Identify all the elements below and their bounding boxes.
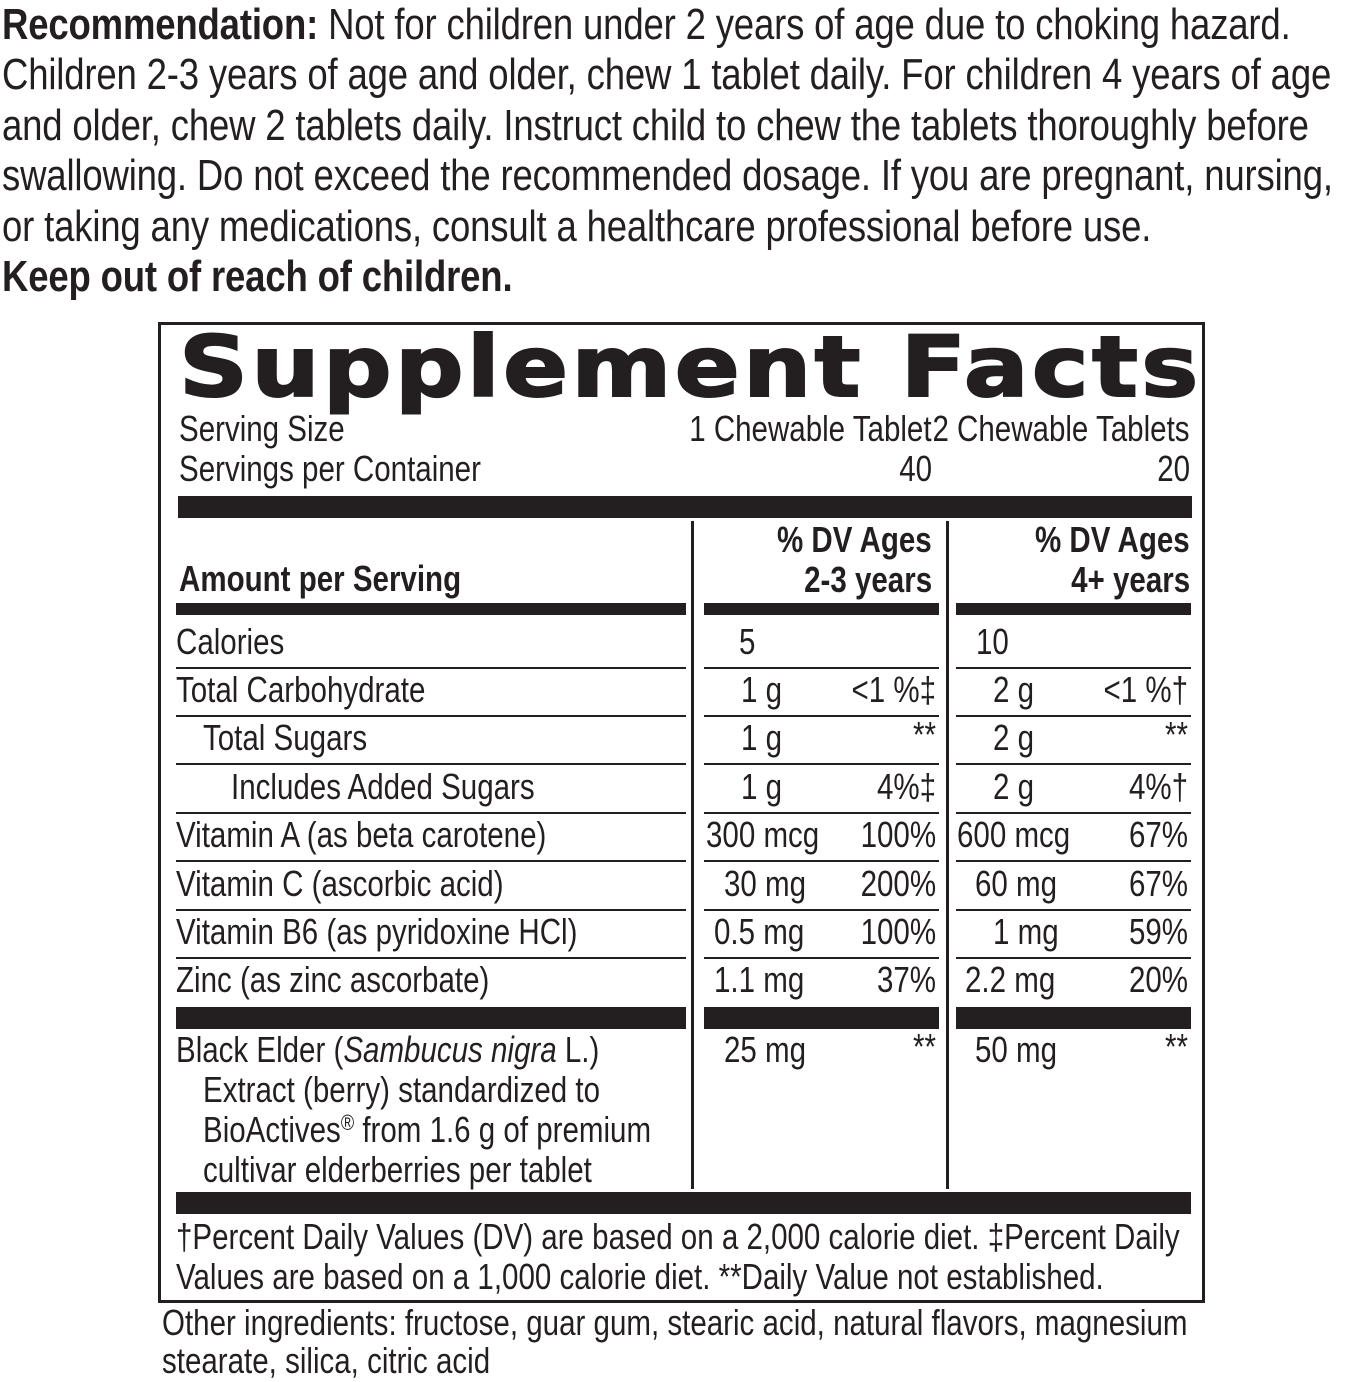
dv-col2: 67% [1128, 863, 1188, 904]
amount-col1: 1.1 mg [714, 959, 805, 1000]
row-rule [176, 860, 686, 862]
row-rule [956, 860, 1191, 862]
footer-bar [176, 1192, 1191, 1214]
dv-col1: 37% [876, 959, 936, 1000]
dv-col2: 67% [1128, 814, 1188, 855]
serving-size-label: Serving Size [179, 408, 345, 449]
col1-header-line1: % DV Ages [777, 519, 932, 560]
col1-header-line2: 2-3 years [803, 559, 932, 600]
section-bar-col1 [704, 1007, 939, 1029]
nutrient-name: Includes Added Sugars [231, 766, 535, 807]
nutrient-name: Vitamin A (as beta carotene) [176, 814, 547, 855]
amount-col1: 1 g [741, 669, 783, 710]
elder-name-prefix: Black Elder ( [176, 1029, 344, 1070]
amount-col2: 2.2 mg [965, 959, 1056, 1000]
row-rule [956, 715, 1191, 717]
serving-size-col2: 2 Chewable Tablets [932, 408, 1190, 449]
dv-col2: 4%† [1128, 766, 1188, 807]
elder-line4: cultivar elderberries per tablet [203, 1149, 592, 1190]
dv-col1: 4%‡ [876, 766, 936, 807]
amount-col1: 1 g [741, 766, 783, 807]
row-rule [704, 860, 939, 862]
header-bar-col2 [956, 603, 1191, 615]
servings-per-container-label: Servings per Container [179, 448, 481, 489]
nutrient-name: Vitamin B6 (as pyridoxine HCl) [176, 911, 578, 952]
amount-col2: 50 mg [975, 1029, 1058, 1070]
elder-name [176, 1030, 599, 1070]
amount-col2: 2 g [993, 669, 1035, 710]
dv-col2: ** [1165, 714, 1188, 755]
row-rule [956, 763, 1191, 765]
amount-col2: 10 [976, 621, 1009, 662]
column-divider-2 [946, 521, 949, 1189]
recommendation-body: Not for children under 2 years of age due to choking hazard. Children 2-3 years of age and older, chew 1 tablet daily. For children 4 years of age and older, chew 2 tablets daily. Instruct child to chew the tablets thoroughly before swallowing. Do not exceed the recommended dosage. If you are pregnant, nursing, or taking any medications, consult a healthcare professional before use. [2, 0, 1333, 251]
dv-col1: ** [913, 1026, 936, 1067]
dv-col2: ** [1165, 1026, 1188, 1067]
elder-name-suffix: L.) [556, 1029, 600, 1070]
dv-col1: 100% [860, 911, 936, 952]
elder-line3 [203, 1110, 651, 1150]
section-bar-col2 [956, 1007, 1191, 1029]
dv-col2: <1 %† [1103, 669, 1188, 710]
nutrient-name: Total Sugars [203, 717, 368, 758]
nutrient-name: Total Carbohydrate [176, 669, 426, 710]
section-bar-name [176, 1007, 686, 1029]
amount-col1: 0.5 mg [714, 911, 805, 952]
column-divider-1 [691, 521, 694, 1189]
dv-col2: 20% [1128, 959, 1188, 1000]
amount-col2: 600 mcg [957, 814, 1071, 855]
servings-col1: 40 [899, 448, 932, 489]
supplement-facts-panel [158, 318, 1205, 1303]
keep-out-warning: Keep out of reach of children. [2, 252, 513, 302]
row-rule [704, 715, 939, 717]
dv-col1: <1 %‡ [851, 669, 936, 710]
amount-col1: 25 mg [724, 1029, 807, 1070]
thick-divider [178, 496, 1192, 518]
col2-header-line2: 4+ years [1070, 559, 1190, 600]
footnote-line2: Values are based on a 1,000 calorie diet. **Daily Value not established. [176, 1256, 1104, 1297]
amount-col1: 1 g [741, 717, 783, 758]
amount-col2: 2 g [993, 766, 1035, 807]
row-rule [704, 763, 939, 765]
header-bar-col1 [704, 603, 939, 615]
dv-col2: 59% [1128, 911, 1188, 952]
dv-col1: 100% [860, 814, 936, 855]
amount-per-serving-header: Amount per Serving [179, 558, 462, 599]
amount-col1: 300 mcg [706, 814, 820, 855]
recommendation-text [2, 0, 1368, 302]
nutrient-name: Zinc (as zinc ascorbate) [176, 959, 490, 1000]
elder-line3-pre: BioActives [203, 1109, 341, 1150]
footnote-line1: †Percent Daily Values (DV) are based on a 2,000 calorie diet. ‡Percent Daily [176, 1216, 1180, 1257]
servings-col2: 20 [1157, 448, 1190, 489]
amount-col1: 5 [739, 621, 756, 662]
nutrient-name: Vitamin C (ascorbic acid) [176, 863, 504, 904]
dv-col1: ** [913, 714, 936, 755]
other-ingredients: Other ingredients: fructose, guar gum, stearic acid, natural flavors, magnesium stearate, silica, citric acid [162, 1302, 1188, 1381]
amount-col2: 2 g [993, 717, 1035, 758]
elder-line3-post: from 1.6 g of premium [354, 1109, 652, 1150]
amount-col1: 30 mg [724, 863, 807, 904]
col2-header-line1: % DV Ages [1035, 519, 1190, 560]
recommendation-heading: Recommendation: [2, 0, 319, 49]
serving-size-col1: 1 Chewable Tablet [689, 408, 932, 449]
row-rule [176, 763, 686, 765]
registered-mark: ® [340, 1110, 355, 1135]
panel-title: Supplement Facts [179, 318, 1202, 416]
header-bar-name [176, 603, 686, 615]
nutrient-name: Calories [176, 621, 285, 662]
amount-col2: 1 mg [993, 911, 1059, 952]
dv-col1: 200% [860, 863, 936, 904]
amount-col2: 60 mg [975, 863, 1058, 904]
elder-latin-name: Sambucus nigra [343, 1029, 557, 1070]
elder-line2: Extract (berry) standardized to [203, 1069, 601, 1110]
